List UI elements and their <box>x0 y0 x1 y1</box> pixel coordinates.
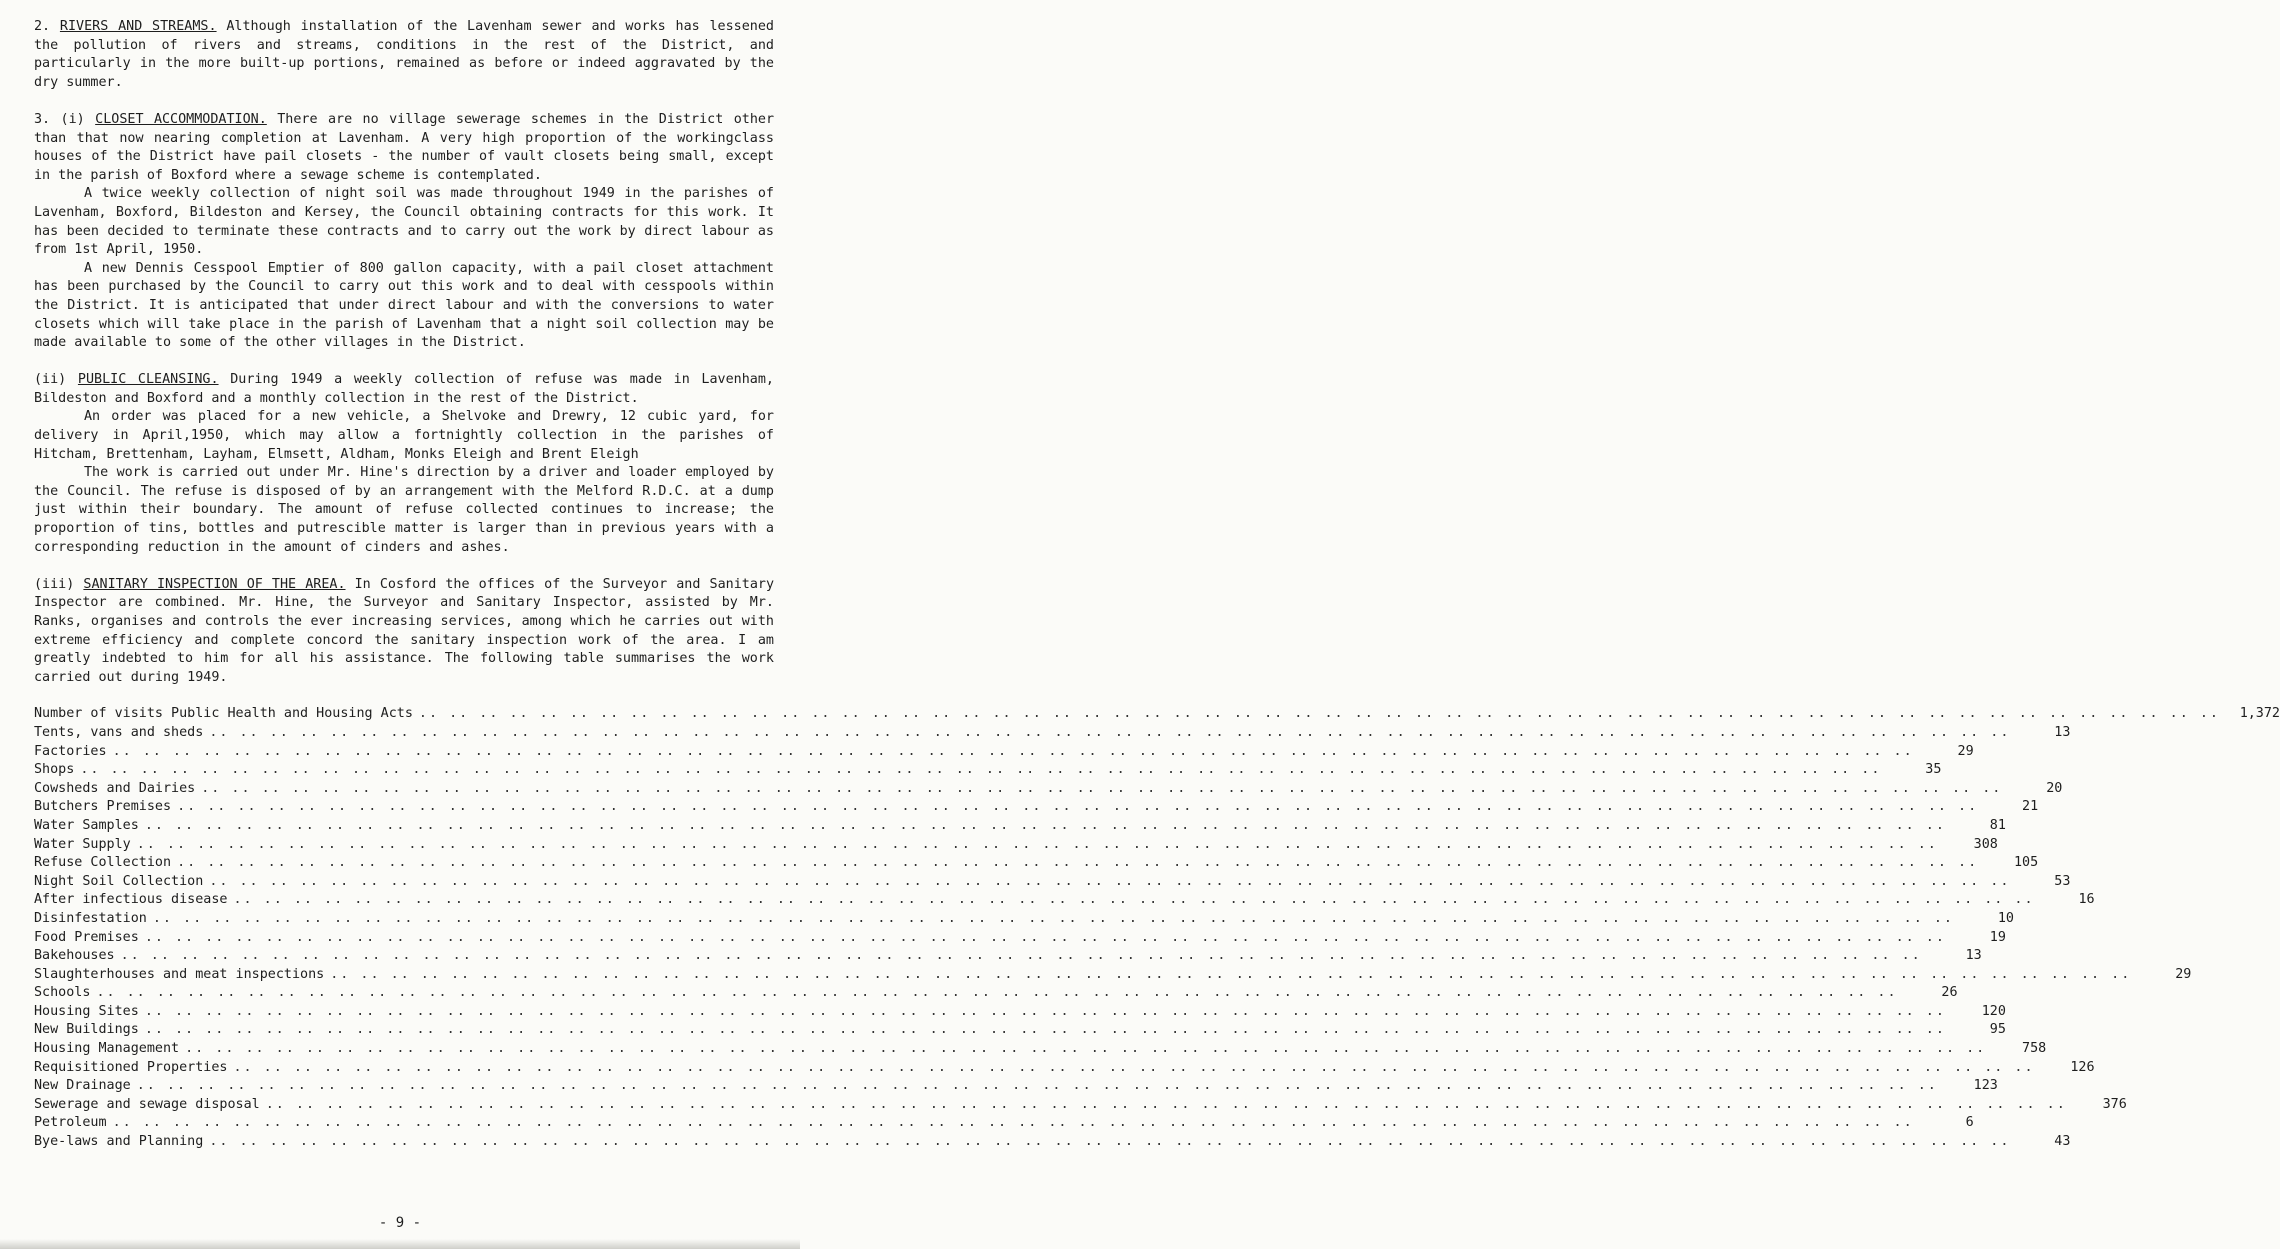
section-number: 3. <box>34 111 51 127</box>
row-value: 1,372 <box>2239 706 2280 722</box>
row-value: 53 <box>2054 873 2071 889</box>
cleansing-paragraph-3: The work is carried out under Mr. Hine's direction by a driver and loader employed by the Council. The refuse is disposed of by an arrangement with the Melford R.D.C. at a dump just within their boundary. The amount of refuse collected continues to increase; the proportion of tins, bottles and putrescible matter is larger than in previous years with a corresponding reduction in the amount of cinders and ashes. <box>34 465 774 555</box>
row-value: 126 <box>2070 1059 2095 1075</box>
row-value: 19 <box>1989 929 2006 945</box>
table-row <box>34 1077 1998 1096</box>
row-value: 16 <box>2078 892 2095 908</box>
closet-paragraph-3: A new Dennis Cesspool Emptier of 800 gallon capacity, with a pail closet attachment has been purchased by the Council to carry out this work and to deal with cesspools within the District. It is anticipated that under direct labour and with the conversions to water closets which will take place in the parish of Lavenham that a night soil collection may be made available to some of the other villages in the District. <box>34 260 774 351</box>
cleansing-paragraph-2: An order was placed for a new vehicle, a Shelvoke and Drewry, 12 cubic yard, for delivery in April,1950, which may allow a fortnightly collection in the parishes of Hitcham, Brettenham, Layham, Elmsett, Aldham, Monks Eleigh and Brent Eleigh <box>34 409 774 462</box>
row-value: 81 <box>1989 817 2006 833</box>
page-edge-shadow <box>0 1239 800 1249</box>
row-label: Night Soil Collection <box>34 873 204 889</box>
row-value: 43 <box>2054 1134 2071 1150</box>
row-value: 758 <box>2022 1041 2047 1057</box>
table-row <box>34 984 1958 1003</box>
rivers-heading: RIVERS AND STREAMS. <box>59 19 217 34</box>
row-value: 13 <box>2054 724 2071 740</box>
row-value: 105 <box>2013 855 2039 871</box>
row-label: Housing Sites <box>34 1003 139 1019</box>
dot-leader: .. .. .. .. .. .. .. .. .. .. .. .. .. .. .. .. .. .. .. .. .. .. .. .. .. .. .. .. .. .. .. .. .. .. .. .. .. .. .. .. .. .. .. .. .. .. .. .. .. .. .. .. .. .. .. .. .. .. .. .. <box>177 799 1979 815</box>
table-row <box>34 836 1998 855</box>
table-row <box>34 1059 2095 1078</box>
subsection-number: (ii) <box>34 372 67 388</box>
table-row <box>34 910 2014 929</box>
table-row <box>34 1003 2006 1022</box>
inspection-heading: SANITARY INSPECTION OF THE AREA. <box>83 576 346 592</box>
document-page <box>34 18 2280 1152</box>
table-row <box>34 891 2095 910</box>
row-value: 13 <box>1965 948 1982 964</box>
table-row <box>34 724 2071 743</box>
closet-heading: CLOSET ACCOMMODATION. <box>95 111 267 127</box>
row-value: 95 <box>1989 1022 2006 1038</box>
row-label: Bakehouses <box>34 948 115 964</box>
dot-leader: .. .. .. .. .. .. .. .. .. .. .. .. .. .. .. .. .. .. .. .. .. .. .. .. .. .. .. .. .. .. .. .. .. .. .. .. .. .. .. .. .. .. .. .. .. .. .. .. .. .. .. .. .. .. .. .. .. .. .. .. <box>144 1022 1946 1038</box>
dot-leader: .. .. .. .. .. .. .. .. .. .. .. .. .. .. .. .. .. .. .. .. .. .. .. .. .. .. .. .. .. .. .. .. .. .. .. .. .. .. .. .. .. .. .. .. .. .. .. .. .. .. .. .. .. .. .. .. .. .. .. .. <box>418 706 2220 722</box>
table-row <box>34 798 2039 817</box>
dot-leader: .. .. .. .. .. .. .. .. .. .. .. .. .. .. .. .. .. .. .. .. .. .. .. .. .. .. .. .. .. .. .. .. .. .. .. .. .. .. .. .. .. .. .. .. .. .. .. .. .. .. .. .. .. .. .. .. .. .. .. .. <box>112 743 1914 759</box>
dot-leader: .. .. .. .. .. .. .. .. .. .. .. .. .. .. .. .. .. .. .. .. .. .. .. .. .. .. .. .. .. .. .. .. .. .. .. .. .. .. .. .. .. .. .. .. .. .. .. .. .. .. .. .. .. .. .. .. .. .. .. .. <box>120 948 1922 964</box>
table-row <box>34 705 2280 724</box>
dot-leader: .. .. .. .. .. .. .. .. .. .. .. .. .. .. .. .. .. .. .. .. .. .. .. .. .. .. .. .. .. .. .. .. .. .. .. .. .. .. .. .. .. .. .. .. .. .. .. .. .. .. .. .. .. .. .. .. .. .. .. .. <box>144 817 1946 833</box>
row-label: Number of visits Public Health and Housing Acts <box>34 706 413 722</box>
dot-leader: .. .. .. .. .. .. .. .. .. .. .. .. .. .. .. .. .. .. .. .. .. .. .. .. .. .. .. .. .. .. .. .. .. .. .. .. .. .. .. .. .. .. .. .. .. .. .. .. .. .. .. .. .. .. .. .. .. .. .. .. <box>112 1115 1914 1131</box>
row-value: 120 <box>1981 1003 2006 1019</box>
section-number: 2. <box>34 19 51 34</box>
row-label: Requisitioned Properties <box>34 1059 228 1075</box>
dot-leader: .. .. .. .. .. .. .. .. .. .. .. .. .. .. .. .. .. .. .. .. .. .. .. .. .. .. .. .. .. .. .. .. .. .. .. .. .. .. .. .. .. .. .. .. .. .. .. .. .. .. .. .. .. .. .. .. .. .. .. .. <box>209 1134 2011 1150</box>
row-label: Sewerage and sewage disposal <box>34 1096 260 1112</box>
row-value: 35 <box>1925 762 1942 778</box>
row-label: Slaughterhouses and meat inspections <box>34 966 325 982</box>
row-label: Disinfestation <box>34 910 147 926</box>
table-row <box>34 743 1974 762</box>
row-value: 308 <box>1973 836 1998 852</box>
dot-leader: .. .. .. .. .. .. .. .. .. .. .. .. .. .. .. .. .. .. .. .. .. .. .. .. .. .. .. .. .. .. .. .. .. .. .. .. .. .. .. .. .. .. .. .. .. .. .. .. .. .. .. .. .. .. .. .. .. .. .. .. <box>209 724 2011 740</box>
row-value: 21 <box>2022 799 2039 815</box>
row-label: Food Premises <box>34 929 139 945</box>
row-label: Shops <box>34 762 75 778</box>
dot-leader: .. .. .. .. .. .. .. .. .. .. .. .. .. .. .. .. .. .. .. .. .. .. .. .. .. .. .. .. .. .. .. .. .. .. .. .. .. .. .. .. .. .. .. .. .. .. .. .. .. .. .. .. .. .. .. .. .. .. .. .. <box>136 836 1938 852</box>
row-value: 376 <box>2102 1096 2127 1112</box>
table-row <box>34 817 2006 836</box>
row-label: New Buildings <box>34 1022 139 1038</box>
dot-leader: .. .. .. .. .. .. .. .. .. .. .. .. .. .. .. .. .. .. .. .. .. .. .. .. .. .. .. .. .. .. .. .. .. .. .. .. .. .. .. .. .. .. .. .. .. .. .. .. .. .. .. .. .. .. .. .. .. .. .. .. <box>233 1059 2035 1075</box>
table-row <box>34 1133 2071 1152</box>
dot-leader: .. .. .. .. .. .. .. .. .. .. .. .. .. .. .. .. .. .. .. .. .. .. .. .. .. .. .. .. .. .. .. .. .. .. .. .. .. .. .. .. .. .. .. .. .. .. .. .. .. .. .. .. .. .. .. .. .. .. .. .. <box>177 855 1979 871</box>
row-value: 29 <box>1957 743 1974 759</box>
row-label: Petroleum <box>34 1115 107 1131</box>
dot-leader: .. .. .. .. .. .. .. .. .. .. .. .. .. .. .. .. .. .. .. .. .. .. .. .. .. .. .. .. .. .. .. .. .. .. .. .. .. .. .. .. .. .. .. .. .. .. .. .. .. .. .. .. .. .. .. .. .. .. .. .. <box>265 1096 2067 1112</box>
cleansing-paragraph-1: (ii) PUBLIC CLEANSING. During 1949 a weekly collection of refuse was made in Lavenham, Bildeston and Boxford and a monthly collection in the rest of the District. <box>34 372 774 406</box>
row-value: 10 <box>1997 910 2014 926</box>
rivers-body: Although installation of the Lavenham sewer and works has lessened the pollution of rivers and streams, conditions in the rest of the District, and particularly in the more built-up portions, remained as before or indeed aggravated by the dry summer. <box>34 19 774 90</box>
row-value: 20 <box>2046 780 2063 796</box>
row-label: Bye-laws and Planning <box>34 1134 204 1150</box>
page-number: - 9 - <box>378 1215 422 1231</box>
closet-paragraph-1: 3. (i) CLOSET ACCOMMODATION. There are no village sewerage schemes in the District other than that now nearing completion at Lavenham. A very high proportion of the workingclass houses of the District have pail closets - the number of vault closets being small, except in the parish of Boxford where a sewage scheme is contemplated. <box>34 111 775 183</box>
row-value: 6 <box>1965 1115 1974 1131</box>
subsection-number: (i) <box>60 111 85 127</box>
row-value: 123 <box>1973 1078 1998 1094</box>
row-label: Water Supply <box>34 836 131 852</box>
table-row <box>34 1114 1974 1133</box>
row-label: Butchers Premises <box>34 799 172 815</box>
dot-leader: .. .. .. .. .. .. .. .. .. .. .. .. .. .. .. .. .. .. .. .. .. .. .. .. .. .. .. .. .. .. .. .. .. .. .. .. .. .. .. .. .. .. .. .. .. .. .. .. .. .. .. .. .. .. .. .. .. .. .. .. <box>209 873 2011 889</box>
table-row <box>34 947 1982 966</box>
row-value: 29 <box>2175 966 2192 982</box>
dot-leader: .. .. .. .. .. .. .. .. .. .. .. .. .. .. .. .. .. .. .. .. .. .. .. .. .. .. .. .. .. .. .. .. .. .. .. .. .. .. .. .. .. .. .. .. .. .. .. .. .. .. .. .. .. .. .. .. .. .. .. .. <box>185 1041 1987 1057</box>
table-row <box>34 780 2063 799</box>
row-label: Schools <box>34 985 91 1001</box>
row-label: New Drainage <box>34 1078 131 1094</box>
cleansing-heading: PUBLIC CLEANSING. <box>77 372 219 388</box>
dot-leader: .. .. .. .. .. .. .. .. .. .. .. .. .. .. .. .. .. .. .. .. .. .. .. .. .. .. .. .. .. .. .. .. .. .. .. .. .. .. .. .. .. .. .. .. .. .. .. .. .. .. .. .. .. .. .. .. .. .. .. .. <box>233 892 2035 908</box>
subsection-number: (iii) <box>34 576 75 592</box>
table-row <box>34 761 1942 780</box>
inspection-paragraph: (iii) SANITARY INSPECTION OF THE AREA. In Cosford the offices of the Surveyor and Sanitary Inspector are combined. Mr. Hine, the Surveyor and Sanitary Inspector, assisted by Mr. Ranks, organises and controls the ever increasing services, among which he carries out with extreme efficiency and complete concord the sanitary inspection work of the area. I am greatly indebted to him for all his assistance. The following table summarises the work carried out during 1949. <box>34 576 775 685</box>
dot-leader: .. .. .. .. .. .. .. .. .. .. .. .. .. .. .. .. .. .. .. .. .. .. .. .. .. .. .. .. .. .. .. .. .. .. .. .. .. .. .. .. .. .. .. .. .. .. .. .. .. .. .. .. .. .. .. .. .. .. .. .. <box>144 1003 1946 1019</box>
table-row <box>34 1021 2006 1040</box>
row-label: Housing Management <box>34 1041 180 1057</box>
row-label: Cowsheds and Dairies <box>34 780 196 796</box>
dot-leader: .. .. .. .. .. .. .. .. .. .. .. .. .. .. .. .. .. .. .. .. .. .. .. .. .. .. .. .. .. .. .. .. .. .. .. .. .. .. .. .. .. .. .. .. .. .. .. .. .. .. .. .. .. .. .. .. .. .. .. .. <box>136 1078 1938 1094</box>
row-label: Tents, vans and sheds <box>34 724 204 740</box>
table-row <box>34 854 2039 873</box>
dot-leader: .. .. .. .. .. .. .. .. .. .. .. .. .. .. .. .. .. .. .. .. .. .. .. .. .. .. .. .. .. .. .. .. .. .. .. .. .. .. .. .. .. .. .. .. .. .. .. .. .. .. .. .. .. .. .. .. .. .. .. .. <box>144 929 1946 945</box>
dot-leader: .. .. .. .. .. .. .. .. .. .. .. .. .. .. .. .. .. .. .. .. .. .. .. .. .. .. .. .. .. .. .. .. .. .. .. .. .. .. .. .. .. .. .. .. .. .. .. .. .. .. .. .. .. .. .. .. .. .. .. .. <box>152 910 1954 926</box>
row-label: Factories <box>34 743 107 759</box>
row-label: After infectious disease <box>34 892 228 908</box>
table-row <box>34 1040 2047 1059</box>
rivers-paragraph <box>34 18 774 92</box>
dot-leader: .. .. .. .. .. .. .. .. .. .. .. .. .. .. .. .. .. .. .. .. .. .. .. .. .. .. .. .. .. .. .. .. .. .. .. .. .. .. .. .. .. .. .. .. .. .. .. .. .. .. .. .. .. .. .. .. .. .. .. .. <box>330 966 2132 982</box>
table-row <box>34 1096 2127 1115</box>
closet-paragraph-2: A twice weekly collection of night soil was made throughout 1949 in the parishes of Lavenham, Boxford, Bildeston and Kersey, the Council obtaining contracts for this work. It has been decided to terminate these contracts and to carry out the work by direct labour as from 1st April, 1950. <box>34 186 774 258</box>
table-row <box>34 873 2071 892</box>
table-row <box>34 929 2006 948</box>
row-label: Water Samples <box>34 817 139 833</box>
dot-leader: .. .. .. .. .. .. .. .. .. .. .. .. .. .. .. .. .. .. .. .. .. .. .. .. .. .. .. .. .. .. .. .. .. .. .. .. .. .. .. .. .. .. .. .. .. .. .. .. .. .. .. .. .. .. .. .. .. .. .. .. <box>201 780 2003 796</box>
visits-table <box>34 705 2280 1151</box>
dot-leader: .. .. .. .. .. .. .. .. .. .. .. .. .. .. .. .. .. .. .. .. .. .. .. .. .. .. .. .. .. .. .. .. .. .. .. .. .. .. .. .. .. .. .. .. .. .. .. .. .. .. .. .. .. .. .. .. .. .. .. .. <box>80 762 1882 778</box>
table-row <box>34 966 2192 985</box>
dot-leader: .. .. .. .. .. .. .. .. .. .. .. .. .. .. .. .. .. .. .. .. .. .. .. .. .. .. .. .. .. .. .. .. .. .. .. .. .. .. .. .. .. .. .. .. .. .. .. .. .. .. .. .. .. .. .. .. .. .. .. .. <box>96 985 1898 1001</box>
row-value: 26 <box>1941 985 1958 1001</box>
row-label: Refuse Collection <box>34 855 172 871</box>
